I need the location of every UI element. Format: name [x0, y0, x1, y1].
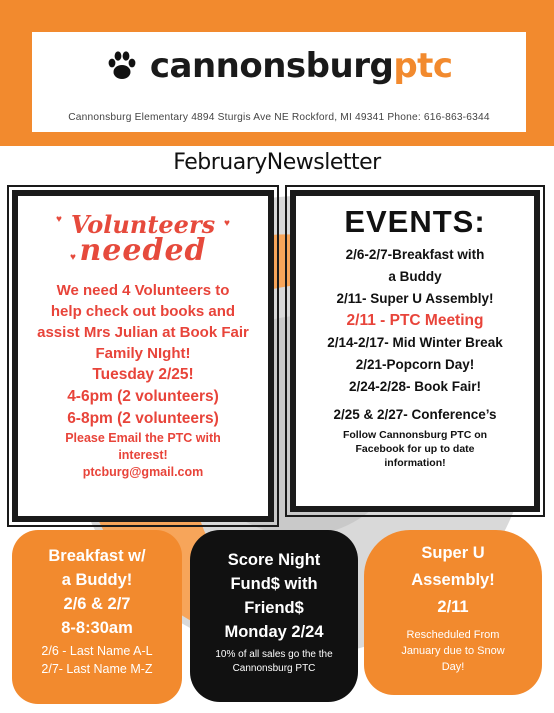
breakfast-note: 2/7- Last Name M-Z — [41, 662, 153, 676]
header-logo-box — [32, 32, 526, 132]
breakfast-line: Breakfast w/ — [48, 547, 146, 565]
facebook-follow-note: information! — [384, 457, 446, 469]
super-u-line: Super U — [421, 544, 485, 562]
event-item: 2/25 & 2/27- Conference’s — [333, 407, 497, 422]
score-night-line: Fund$ with — [230, 575, 318, 593]
super-u-line: 2/11 — [437, 598, 469, 616]
events-title: EVENTS: — [344, 204, 486, 239]
facebook-follow-note: Facebook for up to date — [355, 443, 475, 455]
brand-suffix: ptc — [393, 46, 453, 86]
score-night-line: Monday 2/24 — [224, 623, 324, 641]
heart-icon: ♥ — [224, 218, 230, 229]
paw-icon — [105, 49, 139, 83]
event-item: 2/11- Super U Assembly! — [336, 291, 494, 306]
volunteers-panel — [12, 190, 274, 522]
volunteer-slot: 6-8pm (2 volunteers) — [67, 410, 219, 427]
volunteers-body — [22, 280, 264, 481]
breakfast-line: a Buddy! — [61, 571, 133, 589]
events-panel — [290, 190, 540, 512]
super-u-line: Assembly! — [411, 571, 495, 589]
volunteers-line: assist Mrs Julian at Book Fair — [37, 324, 249, 341]
event-item: 2/6-2/7-Breakfast with — [345, 247, 485, 262]
score-night-line: Score Night — [227, 551, 321, 569]
event-item-highlight: 2/11 - PTC Meeting — [346, 312, 484, 329]
breakfast-line: 2/6 & 2/7 — [63, 595, 131, 613]
volunteers-line: help check out books and — [50, 303, 236, 320]
events-list — [302, 244, 528, 470]
breakfast-bubble — [12, 530, 182, 704]
school-address: Cannonsburg Elementary 4894 Sturgis Ave NE Rockford, MI 49341 Phone: 616-863-6344 — [68, 112, 490, 123]
score-night-line: Friend$ — [244, 599, 304, 617]
super-u-note: Rescheduled From — [406, 629, 500, 641]
volunteer-slot: 4-6pm (2 volunteers) — [67, 388, 219, 405]
event-item: 2/21-Popcorn Day! — [355, 357, 475, 372]
brand-logo — [32, 46, 526, 86]
super-u-bubble — [364, 530, 542, 695]
volunteers-needed-title — [18, 210, 268, 268]
email-note: Please Email the PTC with — [65, 431, 221, 445]
volunteers-title-line2: needed — [79, 233, 207, 268]
event-item: a Buddy — [388, 269, 442, 284]
heart-icon: ♥ — [56, 214, 62, 225]
heart-icon: ♥ — [70, 252, 76, 263]
breakfast-note: 2/6 - Last Name A-L — [41, 644, 153, 658]
newsletter-title: FebruaryNewsletter — [173, 150, 381, 175]
event-item: 2/24-2/28- Book Fair! — [348, 379, 482, 394]
facebook-follow-note: Follow Cannonsburg PTC on — [342, 429, 488, 441]
super-u-note: January due to Snow — [401, 645, 505, 657]
breakfast-line: 8-8:30am — [61, 619, 133, 637]
volunteers-line: Family NIght! — [95, 345, 191, 362]
brand-name: cannonsburg — [149, 46, 394, 86]
score-night-note: 10% of all sales go the the — [215, 649, 333, 660]
contact-email[interactable]: ptcburg@gmail.com — [82, 465, 204, 479]
score-night-bubble — [190, 530, 358, 702]
super-u-note: Day! — [441, 661, 465, 673]
volunteers-line: We need 4 Volunteers to — [56, 282, 230, 299]
event-item: 2/14-2/17- Mid Winter Break — [327, 335, 503, 350]
email-note: interest! — [118, 448, 168, 462]
volunteers-date: Tuesday 2/25! — [92, 366, 194, 383]
volunteers-title-line1: Volunteers — [70, 210, 216, 239]
score-night-note: Cannonsburg PTC — [232, 663, 316, 674]
